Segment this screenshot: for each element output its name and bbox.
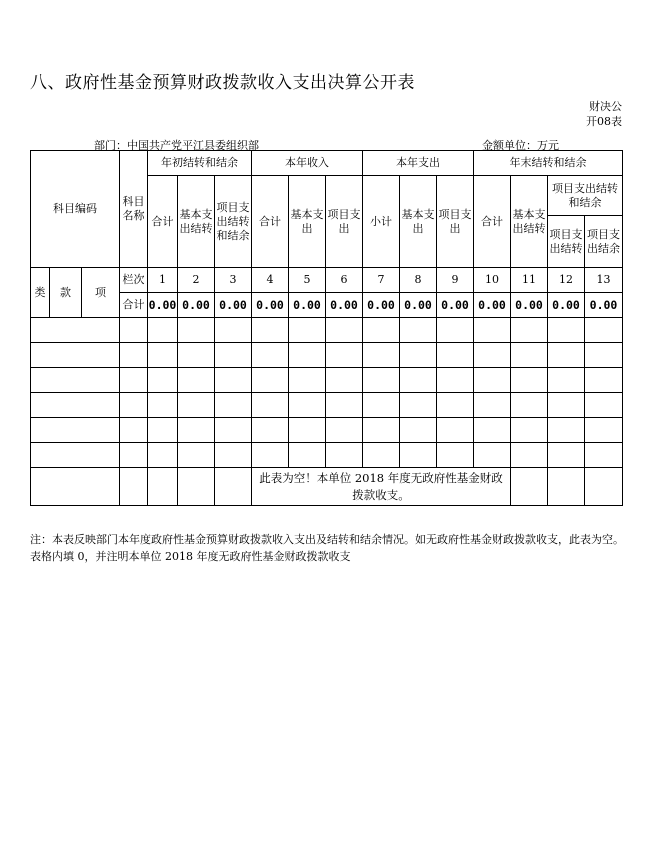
total-value: 0.00	[289, 293, 326, 318]
department-label: 部门：中国共产党平江县委组织部	[94, 139, 259, 152]
col-number: 9	[437, 268, 474, 293]
total-value: 0.00	[215, 293, 252, 318]
col-number: 2	[178, 268, 215, 293]
table-row	[31, 318, 623, 343]
header-income-basic: 基本支出	[289, 176, 326, 268]
col-number: 7	[363, 268, 400, 293]
header-end-balance: 年末结转和结余	[474, 151, 623, 176]
col-number: 13	[585, 268, 623, 293]
header-income: 本年收入	[252, 151, 363, 176]
total-value: 0.00	[437, 293, 474, 318]
empty-notice: 此表为空！本单位 2018 年度无政府性基金财政拨款收支。	[252, 468, 511, 506]
total-value: 0.00	[252, 293, 289, 318]
header-begin-project-carry: 项目支出结转和结余	[215, 176, 252, 268]
total-value: 0.00	[511, 293, 548, 318]
footnote: 注：本表反映部门本年度政府性基金预算财政拨款收入支出及结转和结余情况。如无政府性基金财政拨款收支，此表为空。表格内填 0，并注明本单位 2018 年度无政府性基金财政拨款收支	[30, 533, 624, 563]
col-number: 3	[215, 268, 252, 293]
header-subject-code: 科目编码	[31, 151, 120, 268]
header-end-project-carryover: 项目支出结转	[548, 216, 585, 268]
header-end-basic-carry: 基本支出结转	[511, 176, 548, 268]
total-value: 0.00	[326, 293, 363, 318]
header-end-project-surplus: 项目支出结余	[585, 216, 623, 268]
header-begin-total: 合计	[148, 176, 178, 268]
total-value: 0.00	[585, 293, 623, 318]
header-end-project-group: 项目支出结转和结余	[548, 176, 623, 216]
table-row	[31, 368, 623, 393]
header-xiang: 项	[82, 268, 120, 318]
col-number: 5	[289, 268, 326, 293]
header-subject-name: 科目名称	[120, 151, 148, 268]
table-row	[31, 343, 623, 368]
row-label-lanci: 栏次	[120, 268, 148, 293]
page-title: 八、政府性基金预算财政拨款收入支出决算公开表	[30, 73, 415, 93]
form-code	[586, 99, 622, 129]
form-code-line1: 财决公	[589, 100, 622, 113]
row-label-heji: 合计	[120, 293, 148, 318]
col-number: 10	[474, 268, 511, 293]
form-code-line2: 开08表	[586, 115, 622, 128]
header-kuan: 款	[50, 268, 82, 318]
col-number: 1	[148, 268, 178, 293]
total-value: 0.00	[474, 293, 511, 318]
col-number: 6	[326, 268, 363, 293]
total-value: 0.00	[400, 293, 437, 318]
header-expense-basic: 基本支出	[400, 176, 437, 268]
header-income-project: 项目支出	[326, 176, 363, 268]
col-number: 8	[400, 268, 437, 293]
header-end-total: 合计	[474, 176, 511, 268]
table-row	[31, 443, 623, 468]
header-income-total: 合计	[252, 176, 289, 268]
total-value: 0.00	[548, 293, 585, 318]
table-row	[31, 393, 623, 418]
table-row	[31, 418, 623, 443]
header-begin-basic-carry: 基本支出结转	[178, 176, 215, 268]
header-begin-balance: 年初结转和结余	[148, 151, 252, 176]
fund-table	[30, 150, 623, 506]
col-number: 12	[548, 268, 585, 293]
amount-unit-label: 金额单位：万元	[482, 139, 559, 152]
header-expense: 本年支出	[363, 151, 474, 176]
header-expense-subtotal: 小计	[363, 176, 400, 268]
col-number: 4	[252, 268, 289, 293]
total-value: 0.00	[148, 293, 178, 318]
total-value: 0.00	[363, 293, 400, 318]
col-number: 11	[511, 268, 548, 293]
header-lei: 类	[31, 268, 50, 318]
header-expense-project: 项目支出	[437, 176, 474, 268]
total-value: 0.00	[178, 293, 215, 318]
